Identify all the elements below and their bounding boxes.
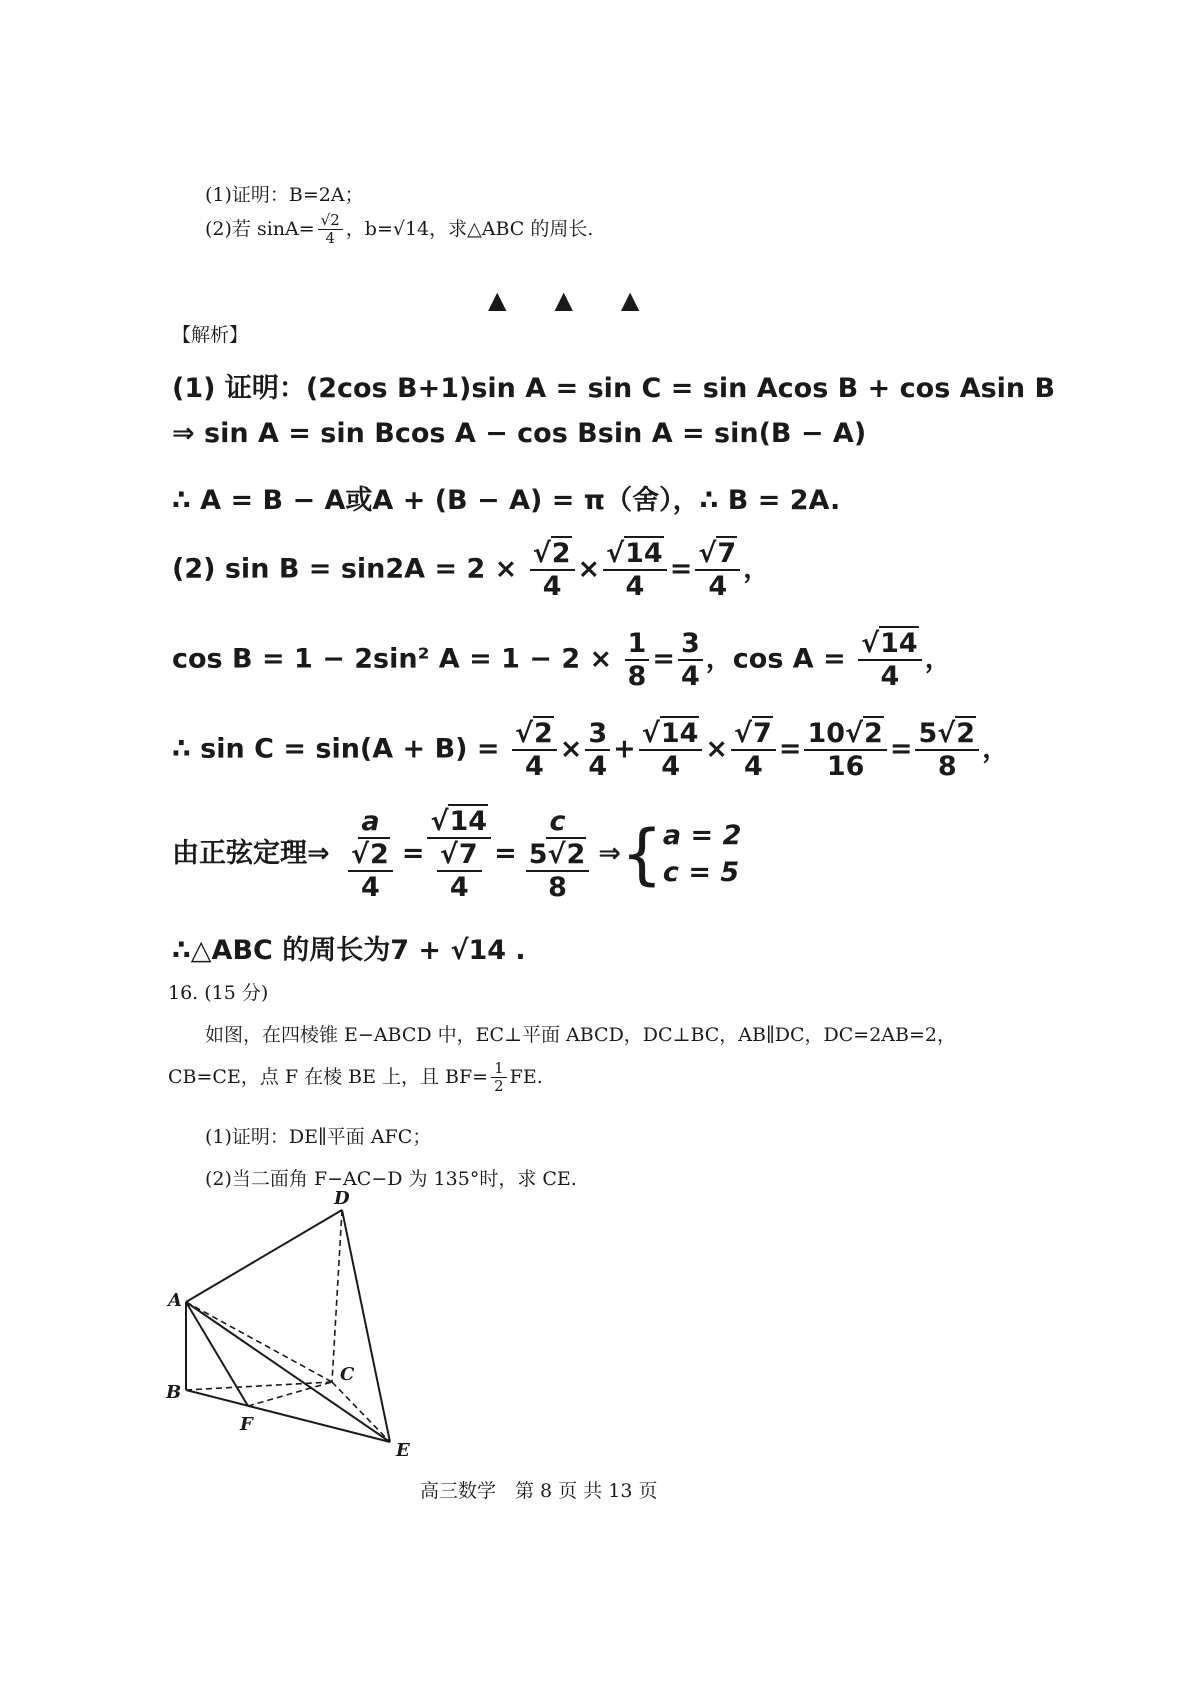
edge-AD: [186, 1210, 342, 1302]
solution-line3: ∴ A = B − A或A + (B − A) = π（舍），∴ B = 2A.: [172, 485, 841, 516]
label-C: C: [340, 1364, 355, 1385]
edge-BE: [186, 1390, 390, 1442]
q16-part2: (2)当二面角 F−AC−D 为 135°时，求 CE.: [205, 1168, 577, 1190]
solution-line1: (1) 证明：(2cos B+1)sin A = sin C = sin Acos B + cos Asin B: [172, 373, 1056, 404]
label-D: D: [334, 1190, 350, 1209]
q16-part1: (1)证明：DE∥平面 AFC；: [205, 1126, 432, 1148]
q16-stem-line2: CB=CE，点 F 在棱 BE 上，且 BF= $\frac{1}{2}$ FE.: [168, 1059, 543, 1096]
solution-line2: ⇒ sin A = sin Bcos A − cos Bsin A = sin(B − A): [172, 418, 867, 449]
solution-line4: (2) sin B = sin2A = 2 × $\frac{√2}{4}$ × $\frac{√14}{4}$ = $\frac{√7}{4}$ ，: [172, 538, 771, 603]
solution-line8: ∴△ABC 的周长为7 + √14 .: [172, 935, 526, 966]
solution-line6: ∴ sin C = sin(A + B) = $\frac{√2}{4}$ × $\frac{3}{4}$ + $\frac{√14}{4}$ × $\frac{√7}{4}$ = $\frac{10√2}{16}$ = $\frac{5√2}{8}$ ，: [172, 718, 1010, 783]
q16-header: 16. (15 分): [168, 982, 269, 1004]
analysis-label: 【解析】: [172, 324, 249, 346]
edge-AC: [186, 1302, 332, 1382]
label-B: B: [166, 1382, 182, 1403]
edge-CE: [332, 1382, 390, 1442]
edge-AE: [186, 1302, 390, 1442]
sinA-fraction: $\frac{√2}{4}$: [318, 212, 343, 248]
solution-line5: cos B = 1 − 2sin² A = 1 − 2 × $\frac{1}{8}$ = $\frac{3}{4}$ ，cos A = $\frac{√14}{4}$ ，: [172, 628, 952, 693]
label-E: E: [396, 1440, 410, 1461]
label-A: A: [168, 1290, 182, 1311]
q16-stem-line1: 如图，在四棱锥 E−ABCD 中，EC⊥平面 ABCD，DC⊥BC，AB∥DC，DC=2AB=2，: [205, 1024, 956, 1046]
page-footer: 高三数学 第 8 页 共 13 页: [420, 1480, 658, 1502]
separator-triangles: ▲ ▲ ▲: [488, 286, 640, 314]
edge-DE: [342, 1210, 390, 1442]
edge-AF: [186, 1302, 248, 1406]
solution-line7: 由正弦定理⇒ $\frac{a}{\frac{√2}{4}}$ = $\frac{√14}{\frac{√7}{4}}$ = $\frac{c}{\frac{5√2}{8}}$ ⇒{ a = 2 c = 5: [172, 806, 742, 904]
pyramid-figure: [150, 1190, 450, 1470]
edge-DC: [332, 1210, 342, 1382]
label-F: F: [240, 1414, 253, 1435]
q15-part1: (1)证明：B=2A；: [205, 184, 364, 206]
q15-part2: (2)若 sinA= $\frac{√2}{4}$ ，b=√14，求△ABC 的周长.: [205, 211, 594, 248]
